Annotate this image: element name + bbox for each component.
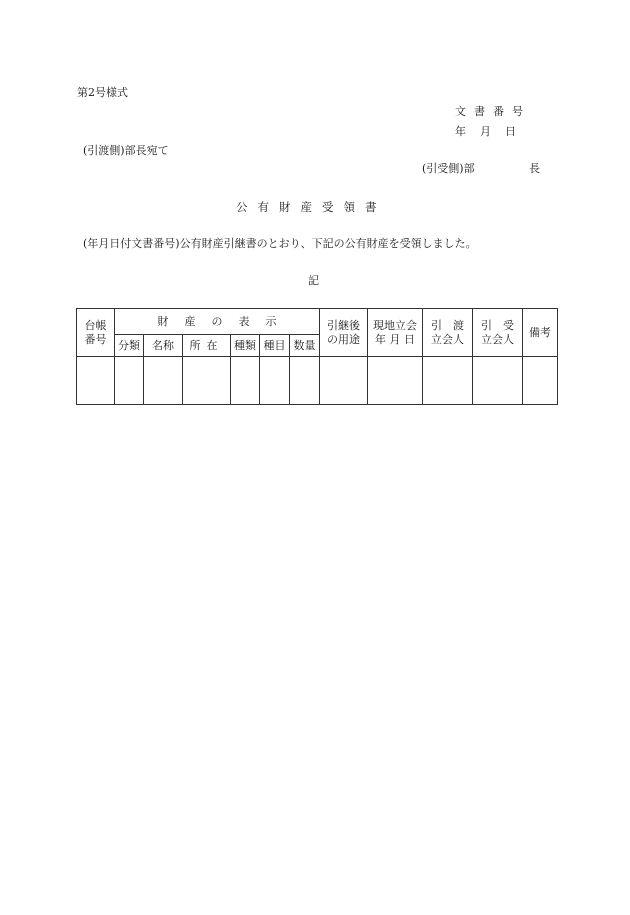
remarks-header: 備考: [523, 309, 558, 357]
purpose-cell[interactable]: [320, 357, 368, 405]
document-number-label: 文書番号: [455, 105, 531, 118]
sender-department: (引受側)部: [422, 162, 475, 175]
property-table: [76, 308, 558, 405]
purpose-header: 引継後 の用途: [320, 309, 368, 357]
receiver-witness-cell[interactable]: [473, 357, 523, 405]
receiver-witness-header: 引 受 立会人: [473, 309, 523, 357]
type-header: 種類: [231, 335, 260, 357]
property-display-header: 財産の表示: [115, 309, 320, 335]
ki-label: 記: [308, 274, 319, 287]
document-title: 公有財産受領書: [236, 200, 387, 214]
transferor-witness-cell[interactable]: [423, 357, 473, 405]
sender-title: 長: [529, 162, 540, 175]
quantity-header: 数量: [290, 335, 320, 357]
name-cell[interactable]: [144, 357, 183, 405]
table-header-row: [77, 309, 558, 335]
remarks-cell[interactable]: [523, 357, 558, 405]
addressee: (引渡側)部長宛て: [83, 144, 169, 157]
ledger-number-header: 台帳 番号: [77, 309, 115, 357]
type-cell[interactable]: [231, 357, 260, 405]
category-header: 分類: [115, 335, 144, 357]
ledger-number-cell[interactable]: [77, 357, 115, 405]
witness-date-header: 現地立会 年 月 日: [368, 309, 423, 357]
witness-date-cell[interactable]: [368, 357, 423, 405]
category-cell[interactable]: [115, 357, 144, 405]
quantity-cell[interactable]: [290, 357, 320, 405]
body-text: (年月日付文書番号)公有財産引継書のとおり、下記の公有財産を受領しました。: [83, 237, 477, 250]
item-cell[interactable]: [260, 357, 290, 405]
item-header: 種目: [260, 335, 290, 357]
name-header: 名称: [144, 335, 183, 357]
location-cell[interactable]: [183, 357, 231, 405]
table-row: [77, 357, 558, 405]
date-label: 年月日: [455, 125, 530, 138]
location-header: 所在: [183, 335, 231, 357]
transferor-witness-header: 引 渡 立会人: [423, 309, 473, 357]
form-number: 第2号様式: [77, 86, 128, 99]
